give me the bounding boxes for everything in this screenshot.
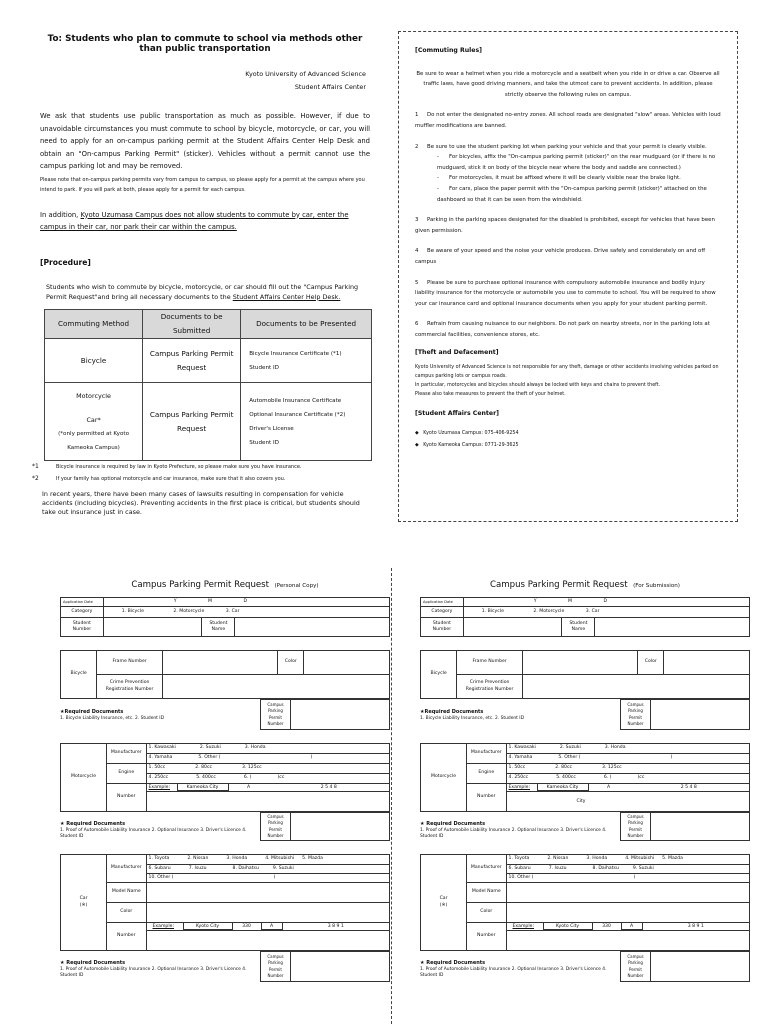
intro-note: Please note that on-campus parking permits vary from campus to campus, so please apply for a permit at the campus where you intend to park. If you will park at both, please apply for a permit for each campus. [40,176,365,193]
help-desk-link: Student Affairs Center Help Desk. [232,292,341,301]
permit-form-submission: Campus Parking Permit Request (For Submission) Application Date Y M D Category 1. Bicycle 2. Motorcycle 3. Car Student Number Student Name Bicycle Frame Number Color Crime Prevention Registration Number ★Required Documents 1. Bicycle Liability Insurance, etc. 2. Student ID Campus Parking Permit Number Motorcycle Manufacturer 1. Kawasaki 2. Suzuki 3. Honda 4. Yamaha 5. Other ( ) Engine 1. 50cc 2. 80cc 3. 125cc 4. 250cc 5. 400cc 6. ( )cc Number Example: Kameoka City A 2 5 4 8 City ★ Required Documents 1. Proof of Automobile Liability Insurance 2. Optional Insurance 3. Driver's Licence 4. Student ID Campus Parking Permit Number Car (※) Manufacturer 1. Toyota 2. Nissan 3. Honda 4. Mitsubishi 5. Mazda 6. Subaru 7. Isuzu 8. Daihatsu 9. Suzuki 10. Other ( ) Model Name Color Number Example: Kyoto City 330 A 3 8 9 1 ★ Required Documents 1. Proof of Automobile Liability Insurance 2. Optional Insurance 3. Driver's Licence 4. Student ID Campus Parking Permit Number [420,580,750,982]
car-color-field[interactable] [146,903,389,923]
form-title: Campus Parking Permit Request (For Submission) [489,580,680,590]
applicant-table: Application Date Y M D Category 1. Bicycle 2. Motorcycle 3. Car Student Number Student Name [420,597,750,637]
frame-number-field[interactable] [522,651,637,675]
table-header-row [45,310,372,339]
rule-5: 5 Please be sure to purchase optional insurance with compulsory automobile insurance and bodily injury liability insurance for the motorcycle or automobile you use to commute to school. You will be required to show your car insurance card and optional insurance documents when you apply for your student parking permit. [415,279,716,307]
applicant-table: Application Date Y M D Category 1. Bicycle 2. Motorcycle 3. Car Student Number Student Name [60,597,390,637]
crime-registration-field[interactable] [522,675,749,699]
present-item: Driver's License [249,425,294,432]
rule-4: 4 Be aware of your speed and the noise your vehicle produces. Drive safely and considerately on and off campus [415,248,706,265]
footnotes [32,461,372,485]
car-table: Car (※) Manufacturer 1. Toyota 2. Nissan 3. Honda 4. Mitsubishi 5. Mazda 6. Subaru 7. Isuzu 8. Daihatsu 9. Suzuki 10. Other ( ) Model Name Color Number Example: Kyoto City 330 A 3 8 9 1 [420,854,750,951]
car-color-field[interactable] [506,903,749,923]
intro-paragraph: We ask that students use public transportation as much as possible. However, if due to unavoidable circumstances you must commute to school by bicycle, motorcycle, or car, you will need to apply for an on-campus parking permit at the Student Affairs Center Help Desk and obtain an "On-campus Parking Permit" (sticker). Vehicles without a permit cannot use the campus parking lot and may be removed. [40,112,370,170]
motorcycle-table: Motorcycle Manufacturer 1. Kawasaki 2. Suzuki 3. Honda 4. Yamaha 5. Other ( ) Engine 1. 50cc 2. 80cc 3. 125cc 4. 250cc 5. 400cc 6. ( )cc Number Example: Kameoka City A 2 5 4 8 City [420,743,750,812]
procedure-text [40,282,370,302]
student-name-field[interactable] [235,618,390,637]
contact-kameoka: ◆ Kyoto Kameoka Campus: 0771-29-3625 [415,442,519,448]
rules-intro: Be sure to wear a helmet when you ride a motorcycle and a seatbelt when you ride in or drive a car. Observe all traffic laws, have good driving manners, and take the utmost care to prevent accidents. In addition, please strictly observe the following rules on campus. [416,70,720,98]
theft-text: Kyoto University of Advanced Science is not responsible for any theft, damage or other accidents involving vehicles parked on campus parking lots or campus roads. In particular, motorcycles and bicycles should always be locked with keys and chains to prevent theft. Please also take measures to prevent the theft of your helmet. [415,365,719,398]
method-motor-car [45,383,143,461]
car-table: Car (※) Manufacturer 1. Toyota 2. Nissan 3. Honda 4. Mitsubishi 5. Mazda 6. Subaru 7. Isuzu 8. Daihatsu 9. Suzuki 10. Other ( ) Model Name Color Number Example: Kyoto City 330 A 3 8 9 1 [60,854,390,951]
closing-paragraph: In recent years, there have been many cases of lawsuits resulting in compensation for vehicle accidents (including bicycles). Preventing accidents in the first place is critical, but students should take out insurance just in case. [42,490,360,516]
present-motor [241,383,372,461]
footnote: *2 If your family has optional motorcycle and car insurance, make sure that it also covers you. [32,475,286,482]
notice-section [40,34,370,302]
method-bicycle: Bicycle [45,339,143,383]
present-item: Bicycle Insurance Certificate (*1) [249,350,342,357]
present-bicycle [241,339,372,383]
permit-number-field[interactable] [651,813,750,841]
rule-6: 6 Refrain from causing nuisance to our neighbors. Do not park on nearby streets, nor in the parking lots at commercial facilities, convenience stores, etc. [415,321,710,338]
uzumasa-underlined: Kyoto Uzumasa Campus does not allow students to commute by car, enter the campus in their car, nor park their car within the campus. [40,210,349,231]
table-row [45,383,372,461]
rule-2b: - For motorcycles, it must be affixed where it will be clearly visible near the brake light. [437,175,681,182]
documents-table [44,309,372,461]
date-field[interactable]: Y M D [103,598,389,607]
bicycle-table: Bicycle Frame Number Color Crime Prevention Registration Number [60,650,390,699]
header-method: Commuting Method [45,310,143,339]
present-item: Student ID [249,364,279,371]
issuer [40,68,370,94]
date-field[interactable]: Y M D [463,598,749,607]
category-field[interactable]: 1. Bicycle 2. Motorcycle 3. Car [103,607,389,618]
method-car: Car* [86,415,101,424]
present-item: Optional Insurance Certificate (*2) [249,411,346,418]
category-field[interactable]: 1. Bicycle 2. Motorcycle 3. Car [463,607,749,618]
permit-number-field[interactable] [291,700,390,730]
student-affairs-heading: [Student Affairs Center] [415,410,499,418]
frame-number-field[interactable] [162,651,277,675]
motorcycle-number-field[interactable]: Example: Kameoka City A 2 5 4 8 City [506,784,749,812]
bullet-icon: ◆ [415,442,419,448]
notice-title: To: Students who plan to commute to school via methods other than public transportation [47,34,363,54]
model-name-field[interactable] [506,883,749,903]
procedure-body: Students who wish to commute by bicycle, motorcycle, or car should fill out the "Campus Parking Permit Request"and bring all necessary documents to the [46,282,359,301]
table-row [45,339,372,383]
car-number-field[interactable]: Example: Kyoto City 330 A 3 8 9 1 [506,923,749,951]
header-presented: Documents to be Presented [241,310,372,339]
present-item: Automobile Insurance Certificate [249,397,342,404]
present-item: Student ID [249,439,279,446]
form-copy-label: (For Submission) [633,583,680,589]
car-number-field[interactable]: Example: Kyoto City 330 A 3 8 9 1 [146,923,389,951]
procedure-heading: [Procedure] [40,257,91,267]
student-number-field[interactable] [463,618,562,637]
student-name-field[interactable] [595,618,750,637]
rule-2c: - For cars, place the paper permit with the "On-campus parking permit (sticker)" attached on the dashboard so that it can be seen from the windshield. [437,185,707,203]
uzumasa-prefix: In addition, [40,210,81,219]
form-copy-label: (Personal Copy) [274,583,319,589]
rules-heading: [Commuting Rules] [415,47,482,54]
uzumasa-paragraph [40,209,370,234]
rule-3: 3 Parking in the parking spaces designated for the disabled is prohibited, except for vehicles that have been given permission. [415,217,715,234]
crime-registration-field[interactable] [162,675,389,699]
method-motorcycle: Motorcycle [76,391,111,400]
permit-form-personal: Campus Parking Permit Request (Personal Copy) Application Date Y M D Category 1. Bicycle 2. Motorcycle 3. Car Student Number Student Name Bicycle Frame Number Color Crime Prevention Registration Number ★Required Documents 1. Bicycle Liability Insurance, etc. 2. Student ID Campus Parking Permit Number Motorcycle Manufacturer 1. Kawasaki 2. Suzuki 3. Honda 4. Yamaha 5. Other ( ) Engine 1. 50cc 2. 80cc 3. 125cc 4. 250cc 5. 400cc 6. ( )cc Number Example: Kameoka City A 2 5 4 8 ★ Required Documents 1. Proof of Automobile Liability Insurance 2. Optional Insurance 3. Driver's Licence 4. Student ID Campus Parking Permit Number Car (※) Manufacturer 1. Toyota 2. Nissan 3. Honda 4. Mitsubishi 5. Mazda 6. Subaru 7. Isuzu 8. Daihatsu 9. Suzuki 10. Other ( ) Model Name Color Number Example: Kyoto City 330 A 3 8 9 1 ★ Required Documents 1. Proof of Automobile Liability Insurance 2. Optional Insurance 3. Driver's Licence 4. Student ID Campus Parking Permit Number [60,580,390,982]
rule-2a: - For bicycles, affix the "On-campus parking permit (sticker)" on the rear mudguard (or if there is no mudguard, stick it on body of the bicycle near where the body and saddle are connected.) [437,154,716,171]
submit-bicycle: Campus Parking Permit Request [143,339,241,383]
motorcycle-table: Motorcycle Manufacturer 1. Kawasaki 2. Suzuki 3. Honda 4. Yamaha 5. Other ( ) Engine 1. 50cc 2. 80cc 3. 125cc 4. 250cc 5. 400cc 6. ( )cc Number Example: Kameoka City A 2 5 4 8 [60,743,390,812]
footnote: *1 Bicycle insurance is required by law in Kyoto Prefecture, so please make sure you have insurance. [32,463,302,470]
model-name-field[interactable] [146,883,389,903]
header-submitted: Documents to be Submitted [143,310,241,339]
contact-uzumasa: ◆ Kyoto Uzumasa Campus: 075-406-9254 [415,430,519,436]
method-car-note: (*only permitted at Kyoto Kameoka Campus) [58,430,130,451]
rules-box [398,31,738,522]
color-field[interactable] [304,651,390,675]
color-field[interactable] [664,651,750,675]
bicycle-table: Bicycle Frame Number Color Crime Prevention Registration Number [420,650,750,699]
permit-number-field[interactable] [291,813,390,841]
theft-heading: [Theft and Defacement] [415,349,499,357]
submit-motor: Campus Parking Permit Request [143,383,241,461]
cut-line [391,568,392,1024]
office-name: Student Affairs Center [294,83,366,91]
rule-1: 1 Do not enter the designated no-entry zones. All school roads are designated "slow" areas. Vehicles with loud muffler modifications are banned. [415,112,721,129]
permit-number-field[interactable] [291,952,390,982]
permit-number-field[interactable] [651,952,750,982]
rule-2: 2 Be sure to use the student parking lot when parking your vehicle and that your permit is clearly visible. [415,143,707,150]
contacts [415,428,721,452]
form-title: Campus Parking Permit Request (Personal Copy) [131,580,319,590]
motorcycle-number-field[interactable]: Example: Kameoka City A 2 5 4 8 [146,784,389,812]
bullet-icon: ◆ [415,430,419,436]
permit-number-field[interactable] [651,700,750,730]
university-name: Kyoto University of Advanced Science [245,70,366,78]
student-number-field[interactable] [103,618,202,637]
